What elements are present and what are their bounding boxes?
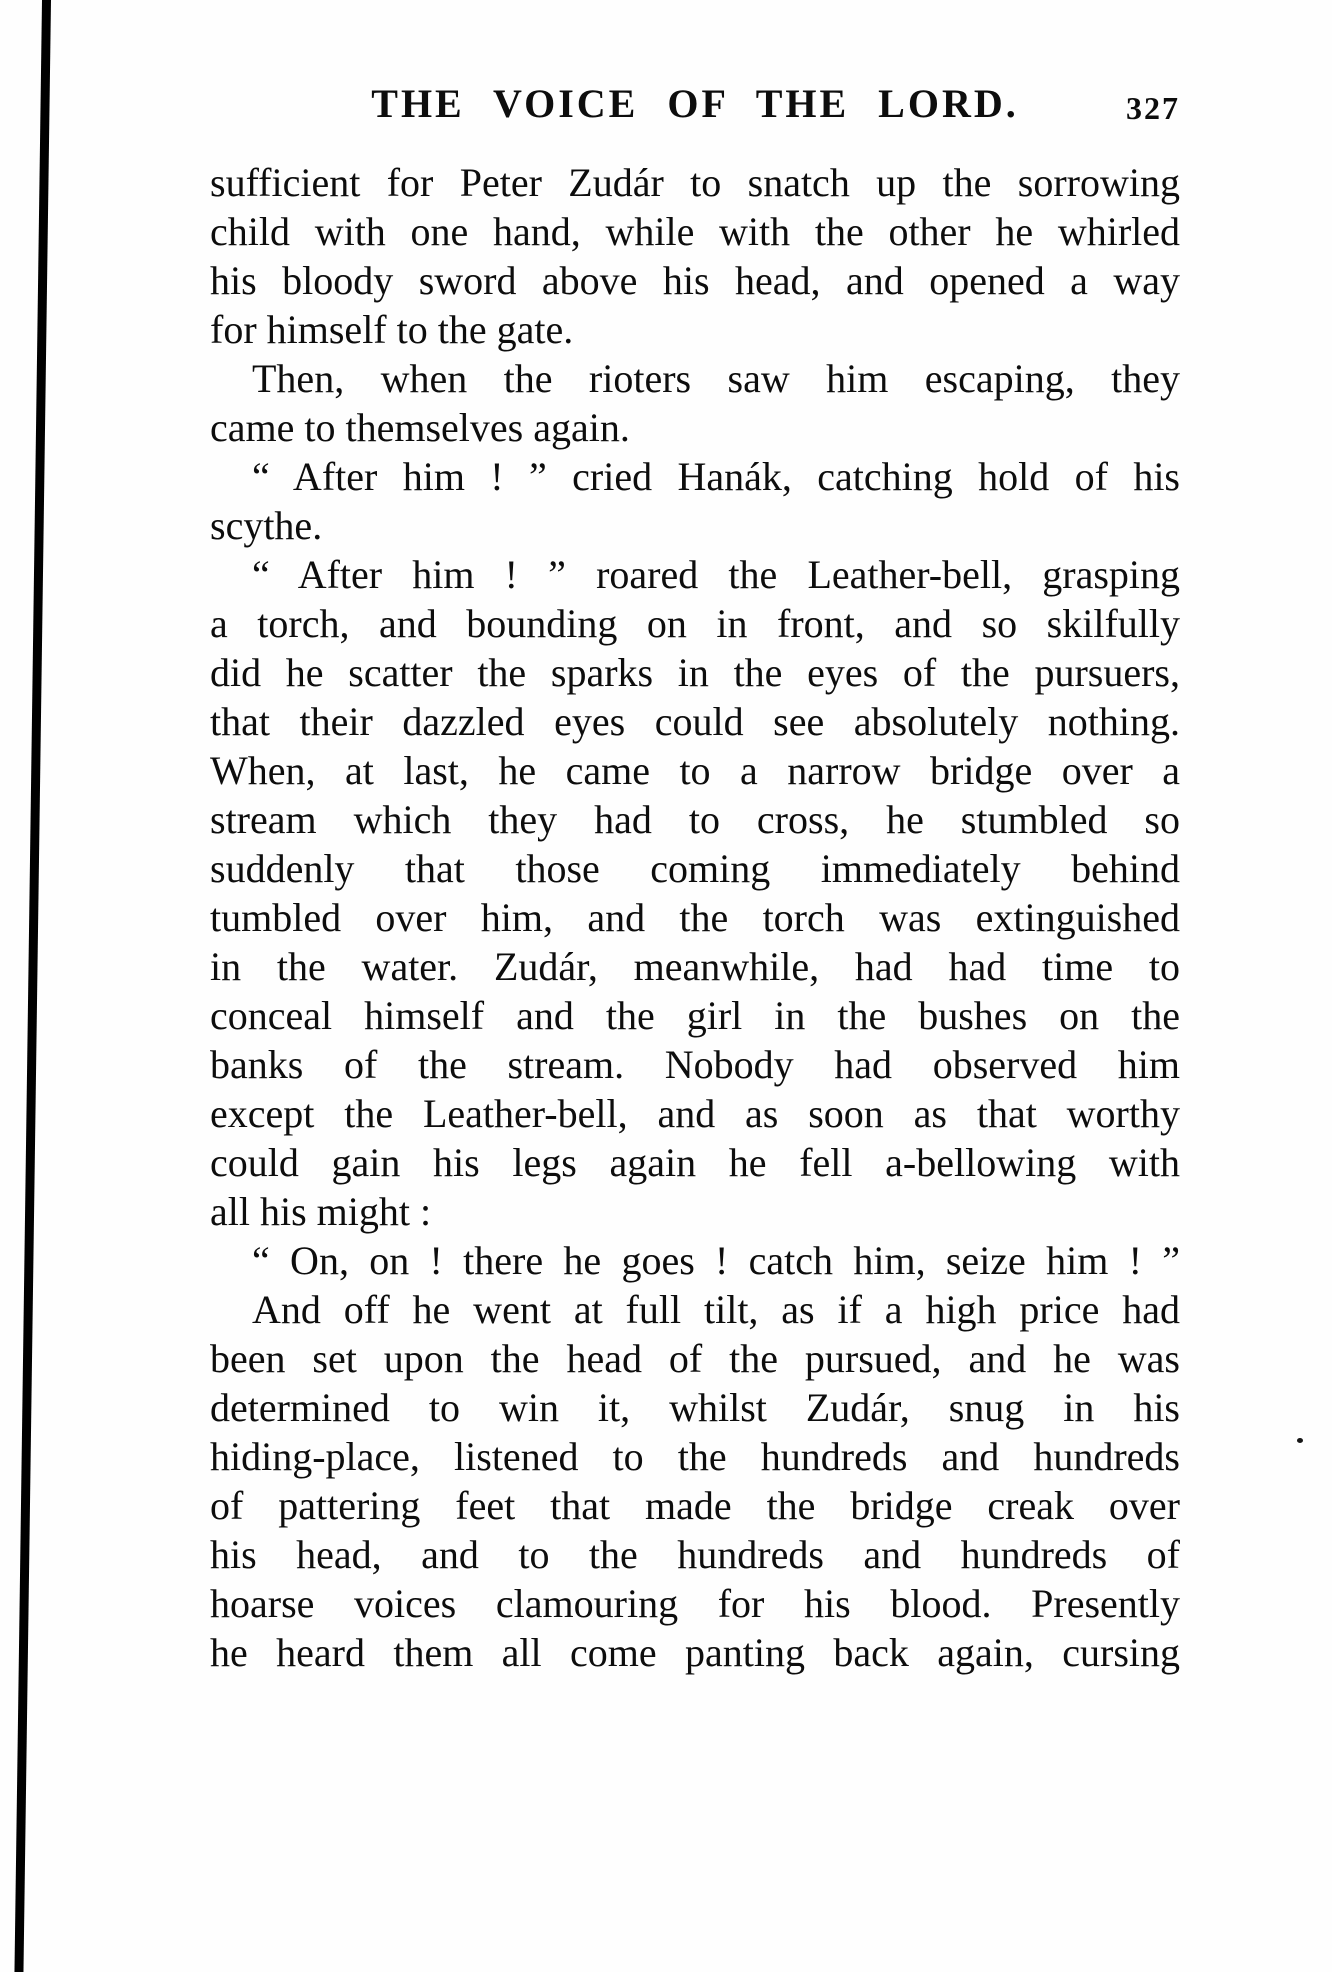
text-line: banks of the stream. Nobody had observed him xyxy=(210,1042,1180,1087)
text-line: came to themselves again. xyxy=(210,405,630,450)
text-line: scythe. xyxy=(210,503,323,548)
text-line: And off he went at full tilt, as if a high price had xyxy=(252,1287,1180,1332)
text-line: hiding-place, listened to the hundreds and hundreds xyxy=(210,1434,1180,1479)
binding-gutter-bar xyxy=(14,0,51,1972)
text-line: a torch, and bounding on in front, and so skilfully xyxy=(210,601,1180,646)
text-line: he heard them all come panting back again, cursing xyxy=(210,1630,1180,1675)
running-header xyxy=(210,82,1180,130)
text-line: for himself to the gate. xyxy=(210,307,574,352)
text-line: “ On, on ! there he goes ! catch him, seize him ! ” xyxy=(252,1238,1180,1283)
text-line: child with one hand, while with the other he whirled xyxy=(210,209,1180,254)
ink-speck xyxy=(1297,1438,1303,1443)
text-line: sufficient for Peter Zudár to snatch up the sorrowing xyxy=(210,160,1180,205)
text-line: When, at last, he came to a narrow bridge over a xyxy=(210,748,1180,793)
text-line: “ After him ! ” roared the Leather-bell, grasping xyxy=(252,552,1180,597)
text-line: suddenly that those coming immediately behind xyxy=(210,846,1180,891)
text-line: his head, and to the hundreds and hundreds of xyxy=(210,1532,1180,1577)
text-line: tumbled over him, and the torch was extinguished xyxy=(210,895,1180,940)
text-line: Then, when the rioters saw him escaping, they xyxy=(252,356,1180,401)
text-line: that their dazzled eyes could see absolutely nothing. xyxy=(210,699,1180,744)
text-line: his bloody sword above his head, and opened a way xyxy=(210,258,1180,303)
text-line: all his might : xyxy=(210,1189,432,1234)
text-line: hoarse voices clamouring for his blood. Presently xyxy=(210,1581,1180,1626)
text-line: “ After him ! ” cried Hanák, catching hold of his xyxy=(252,454,1180,499)
text-line: could gain his legs again he fell a-bellowing with xyxy=(210,1140,1180,1185)
page-title: THE VOICE OF THE LORD. xyxy=(371,81,1019,126)
page-number: 327 xyxy=(1126,90,1180,126)
text-line: of pattering feet that made the bridge creak over xyxy=(210,1483,1180,1528)
text-line: conceal himself and the girl in the bushes on the xyxy=(210,993,1180,1038)
text-line: in the water. Zudár, meanwhile, had had time to xyxy=(210,944,1180,989)
text-line: stream which they had to cross, he stumbled so xyxy=(210,797,1180,842)
text-block xyxy=(210,158,1180,1677)
text-line: been set upon the head of the pursued, and he was xyxy=(210,1336,1180,1381)
text-line: did he scatter the sparks in the eyes of the pursuers, xyxy=(210,650,1180,695)
text-line: determined to win it, whilst Zudár, snug in his xyxy=(210,1385,1180,1430)
text-line: except the Leather-bell, and as soon as that worthy xyxy=(210,1091,1180,1136)
